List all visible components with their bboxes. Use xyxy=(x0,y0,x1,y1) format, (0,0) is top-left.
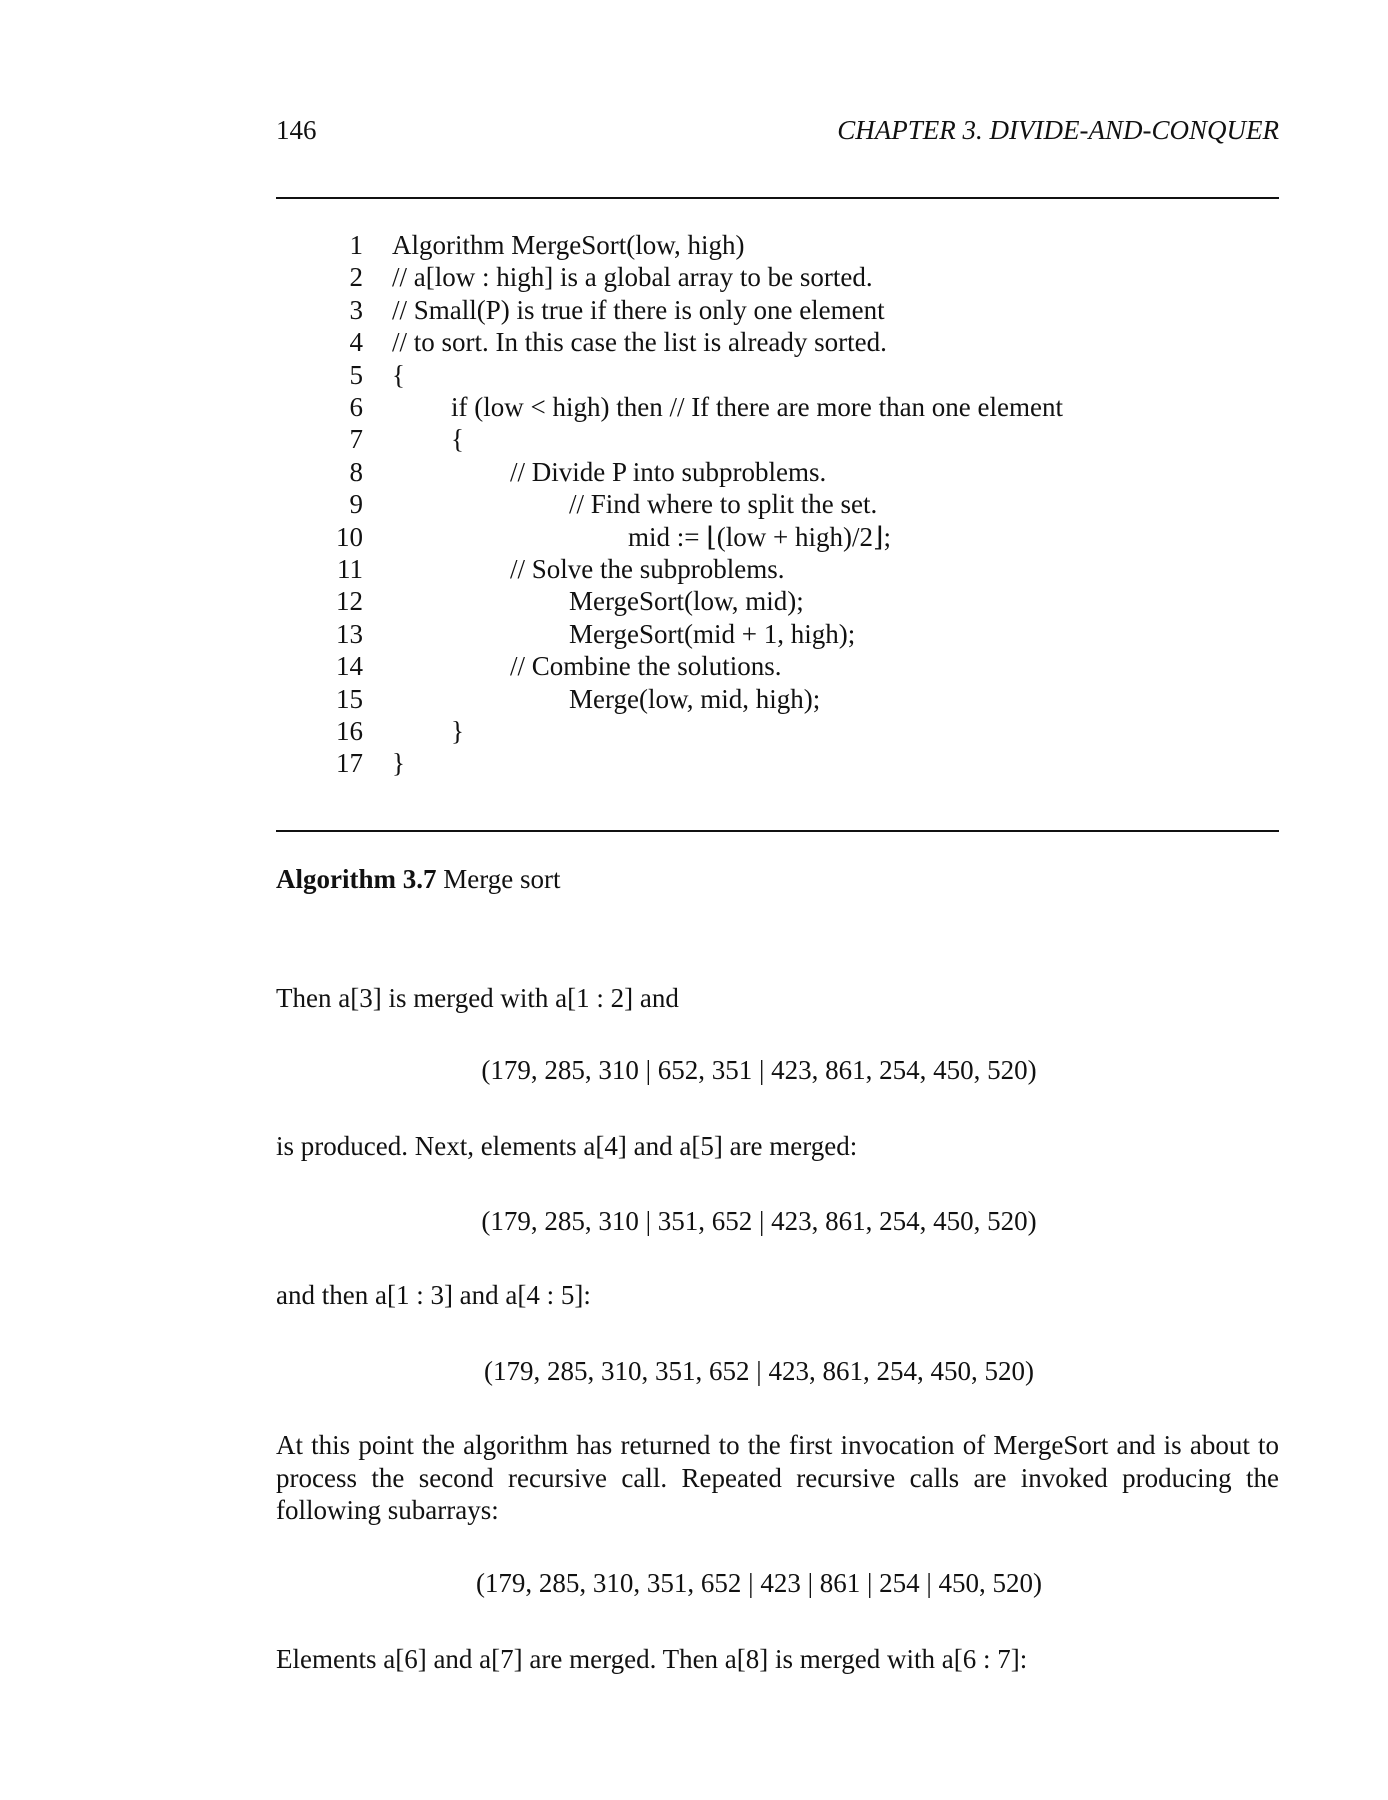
code-line: // Find where to split the set. xyxy=(569,489,878,520)
code-line: // Small(P) is true if there is only one element xyxy=(392,294,885,325)
code-line: // a[low : high] is a global array to be sorted. xyxy=(392,262,873,293)
top-rule xyxy=(276,197,1279,199)
paragraph-4: At this point the algorithm has returned to the first invocation of MergeSort and is about to process the second recursive call. Repeated recursive calls are invoked producing the following subarrays: xyxy=(276,1430,1279,1525)
line-number: 6 xyxy=(349,392,363,422)
line-number: 3 xyxy=(349,294,363,325)
code-line: // Combine the solutions. xyxy=(510,651,782,682)
line-number: 7 xyxy=(349,424,363,455)
code-line: MergeSort(mid + 1, high); xyxy=(569,618,856,649)
code-line: { xyxy=(451,424,464,455)
line-number: 2 xyxy=(349,262,363,293)
paragraph-3: and then a[1 : 3] and a[4 : 5]: xyxy=(276,1280,591,1310)
line-number: 13 xyxy=(336,618,363,649)
line-number: 8 xyxy=(349,456,363,487)
array-state-3: (179, 285, 310, 351, 652 | 423, 861, 254, 450, 520) xyxy=(484,1356,1034,1386)
line-number: 14 xyxy=(336,651,363,682)
code-line: { xyxy=(392,359,405,390)
code-line: MergeSort(low, mid); xyxy=(569,586,804,617)
line-number: 12 xyxy=(336,586,363,617)
code-line: // to sort. In this case the list is already sorted. xyxy=(392,327,887,358)
array-state-2: (179, 285, 310 | 351, 652 | 423, 861, 254, 450, 520) xyxy=(481,1206,1037,1236)
code-line: if (low < high) then // If there are more than one element xyxy=(451,392,1063,422)
line-number: 9 xyxy=(349,489,363,520)
line-number: 16 xyxy=(336,716,363,746)
code-line: // Solve the subproblems. xyxy=(510,554,785,584)
code-line: mid := ⌊(low + high)/2⌋; xyxy=(628,521,892,552)
code-line: } xyxy=(392,748,405,779)
code-line: Algorithm MergeSort(low, high) xyxy=(392,230,745,260)
line-number: 1 xyxy=(349,230,363,260)
paragraph-5: Elements a[6] and a[7] are merged. Then a[8] is merged with a[6 : 7]: xyxy=(276,1644,1028,1674)
bottom-rule xyxy=(276,830,1279,832)
line-number: 11 xyxy=(337,554,363,584)
line-number: 10 xyxy=(336,521,363,552)
code-line: Merge(low, mid, high); xyxy=(569,683,821,714)
algorithm-caption xyxy=(276,863,560,895)
array-state-1: (179, 285, 310 | 652, 351 | 423, 861, 254, 450, 520) xyxy=(481,1055,1037,1085)
page-number: 146 xyxy=(276,115,317,145)
line-number: 15 xyxy=(336,683,363,714)
array-state-4: (179, 285, 310, 351, 652 | 423 | 861 | 254 | 450, 520) xyxy=(475,1568,1043,1598)
code-line: } xyxy=(451,716,464,746)
code-line: // Divide P into subproblems. xyxy=(510,456,827,487)
running-title: CHAPTER 3. DIVIDE-AND-CONQUER xyxy=(837,115,1279,145)
paragraph-2: is produced. Next, elements a[4] and a[5] are merged: xyxy=(276,1131,858,1161)
caption-label: Algorithm 3.7 xyxy=(276,864,437,894)
paragraph-1: Then a[3] is merged with a[1 : 2] and xyxy=(276,983,679,1013)
caption-text: Merge sort xyxy=(443,864,561,894)
line-number: 5 xyxy=(349,359,363,390)
line-number: 17 xyxy=(336,748,363,779)
line-number: 4 xyxy=(349,327,363,358)
